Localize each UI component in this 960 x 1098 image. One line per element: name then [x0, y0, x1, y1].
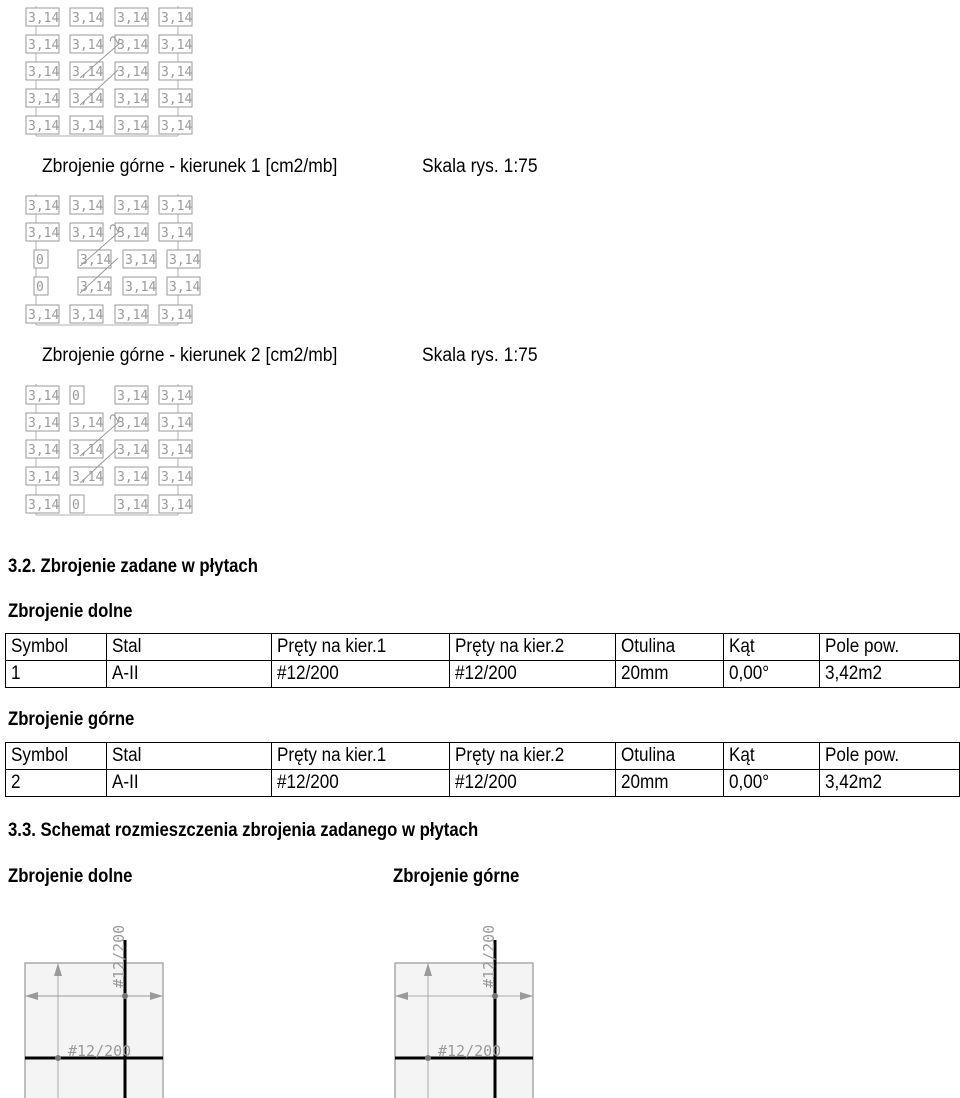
- grid-cell-value: 3,14: [28, 92, 60, 107]
- cell-pole: 3,42m2: [825, 663, 883, 684]
- grid-cell-value: 3,14: [117, 470, 149, 485]
- header-pole: Pole pow.: [825, 745, 900, 766]
- grid-cell-value: 3,14: [72, 470, 104, 485]
- grid-cell-value: 3,14: [161, 226, 193, 241]
- table-row: [6, 661, 960, 688]
- grid-cell-value: 3,14: [125, 253, 157, 268]
- grid-cell-value: 3,14: [161, 92, 193, 107]
- grid-cell-value: 3,14: [117, 38, 149, 53]
- schematic-bottom-horizontal-label: #12/200: [68, 1042, 132, 1060]
- reinforcement-grid-1: [0, 0, 210, 140]
- table-row: [6, 770, 960, 797]
- grid-cell-value: 0: [36, 253, 44, 268]
- cell-dir2: #12/200: [455, 663, 517, 684]
- top-reinforcement-table: [5, 742, 960, 797]
- grid-cell-value: 3,14: [28, 38, 60, 53]
- grid-cell-value: 3,14: [80, 280, 112, 295]
- header-stal: Stal: [112, 636, 142, 657]
- grid-cell-value: 3,14: [117, 92, 149, 107]
- cell-symbol: 2: [11, 772, 21, 793]
- cell-symbol: 1: [11, 663, 21, 684]
- table-header-row: [6, 743, 960, 770]
- grid-cell-value: 0: [72, 389, 80, 404]
- grid-cell-value: 3,14: [117, 443, 149, 458]
- grid-cell-value: 3,14: [117, 11, 149, 26]
- schematic-top: [370, 900, 570, 1098]
- grid-cell-value: 3,14: [28, 11, 60, 26]
- header-symbol: Symbol: [11, 636, 69, 657]
- grid-cell-value: 3,14: [28, 389, 60, 404]
- cell-otulina: 20mm: [621, 663, 669, 684]
- cell-dir2: #12/200: [455, 772, 517, 793]
- grid-cell-value: 3,14: [28, 416, 60, 431]
- header-stal: Stal: [112, 745, 142, 766]
- header-dir2: Pręty na kier.2: [455, 745, 565, 766]
- schematic-top-label: Zbrojenie górne: [393, 866, 520, 887]
- grid-cell-value: 3,14: [161, 38, 193, 53]
- grid-1-caption: Zbrojenie górne - kierunek 1 [cm2/mb]: [42, 156, 338, 177]
- grid-cell-value: 3,14: [72, 11, 104, 26]
- grid-1-scale: Skala rys. 1:75: [422, 156, 538, 177]
- grid-cell-value: 3,14: [72, 226, 104, 241]
- grid-cell-value: 3,14: [117, 65, 149, 80]
- grid-marker: 2: [107, 221, 125, 235]
- grid-cell-value: 3,14: [161, 199, 193, 214]
- grid-cell-value: 3,14: [80, 253, 112, 268]
- header-dir1: Pręty na kier.1: [277, 745, 387, 766]
- grid-cell-value: 3,14: [72, 443, 104, 458]
- reinforcement-grid-2: [0, 186, 210, 331]
- grid-marker: 2: [107, 411, 125, 425]
- cell-stal: A-II: [112, 663, 139, 684]
- grid-cell-value: 3,14: [169, 280, 201, 295]
- grid-cell-value: 3,14: [161, 443, 193, 458]
- grid-cell-value: 3,14: [125, 280, 157, 295]
- grid-cell-value: 3,14: [117, 416, 149, 431]
- grid-cell-value: 3,14: [28, 119, 60, 134]
- grid-cell-value: 3,14: [72, 65, 104, 80]
- grid-cell-value: 3,14: [28, 199, 60, 214]
- schematic-bottom: [0, 900, 200, 1098]
- header-pole: Pole pow.: [825, 636, 900, 657]
- cell-stal: A-II: [112, 772, 139, 793]
- header-symbol: Symbol: [11, 745, 69, 766]
- grid-cell-value: 3,14: [117, 226, 149, 241]
- schematic-top-horizontal-label: #12/200: [438, 1042, 502, 1060]
- cell-pole: 3,42m2: [825, 772, 883, 793]
- schematic-bottom-label: Zbrojenie dolne: [8, 866, 133, 887]
- grid-cell-value: 3,14: [117, 119, 149, 134]
- grid-cell-value: 3,14: [72, 308, 104, 323]
- cell-kat: 0,00°: [729, 772, 770, 793]
- grid-marker: 2: [107, 33, 125, 47]
- section-3-3-title: 3.3. Schemat rozmieszczenia zbrojenia zadanego w płytach: [8, 820, 479, 841]
- grid-cell-value: 3,14: [161, 498, 193, 513]
- grid-cell-value: 0: [36, 280, 44, 295]
- grid-cell-value: 3,14: [72, 199, 104, 214]
- grid-cell-value: 0: [72, 498, 80, 513]
- cell-kat: 0,00°: [729, 663, 770, 684]
- header-kat: Kąt: [729, 636, 755, 657]
- grid-cell-value: 3,14: [161, 389, 193, 404]
- cell-dir1: #12/200: [277, 663, 339, 684]
- header-otulina: Otulina: [621, 745, 676, 766]
- header-kat: Kąt: [729, 745, 755, 766]
- reinforcement-grid-3: [0, 376, 210, 528]
- grid-cell-value: 3,14: [72, 416, 104, 431]
- cell-dir1: #12/200: [277, 772, 339, 793]
- grid-cell-value: 3,14: [72, 92, 104, 107]
- section-3-2-title: 3.2. Zbrojenie zadane w płytach: [8, 556, 258, 577]
- grid-cell-value: 3,14: [161, 65, 193, 80]
- schematic-top-vertical-label: #12/200: [480, 924, 498, 988]
- grid-cell-value: 3,14: [161, 11, 193, 26]
- grid-cell-value: 3,14: [117, 389, 149, 404]
- grid-cell-value: 3,14: [28, 226, 60, 241]
- grid-cell-value: 3,14: [28, 65, 60, 80]
- grid-cell-value: 3,14: [161, 416, 193, 431]
- grid-cell-value: 3,14: [161, 470, 193, 485]
- grid-cell-value: 3,14: [161, 308, 193, 323]
- header-dir2: Pręty na kier.2: [455, 636, 565, 657]
- cell-otulina: 20mm: [621, 772, 669, 793]
- bottom-reinforcement-table: [5, 633, 960, 688]
- bottom-reinforcement-label: Zbrojenie dolne: [8, 601, 133, 622]
- grid-2-scale: Skala rys. 1:75: [422, 345, 538, 366]
- grid-cell-value: 3,14: [72, 38, 104, 53]
- header-dir1: Pręty na kier.1: [277, 636, 387, 657]
- header-otulina: Otulina: [621, 636, 676, 657]
- schematic-bottom-vertical-label: #12/200: [110, 924, 128, 988]
- grid-cell-value: 3,14: [28, 308, 60, 323]
- grid-cell-value: 3,14: [169, 253, 201, 268]
- top-reinforcement-label: Zbrojenie górne: [8, 709, 135, 730]
- grid-cell-value: 3,14: [28, 498, 60, 513]
- table-header-row: [6, 634, 960, 661]
- grid-cell-value: 3,14: [161, 119, 193, 134]
- grid-cell-value: 3,14: [28, 443, 60, 458]
- grid-2-caption: Zbrojenie górne - kierunek 2 [cm2/mb]: [42, 345, 338, 366]
- grid-cell-value: 3,14: [28, 470, 60, 485]
- grid-cell-value: 3,14: [72, 119, 104, 134]
- grid-cell-value: 3,14: [117, 199, 149, 214]
- grid-cell-value: 3,14: [117, 308, 149, 323]
- grid-cell-value: 3,14: [117, 498, 149, 513]
